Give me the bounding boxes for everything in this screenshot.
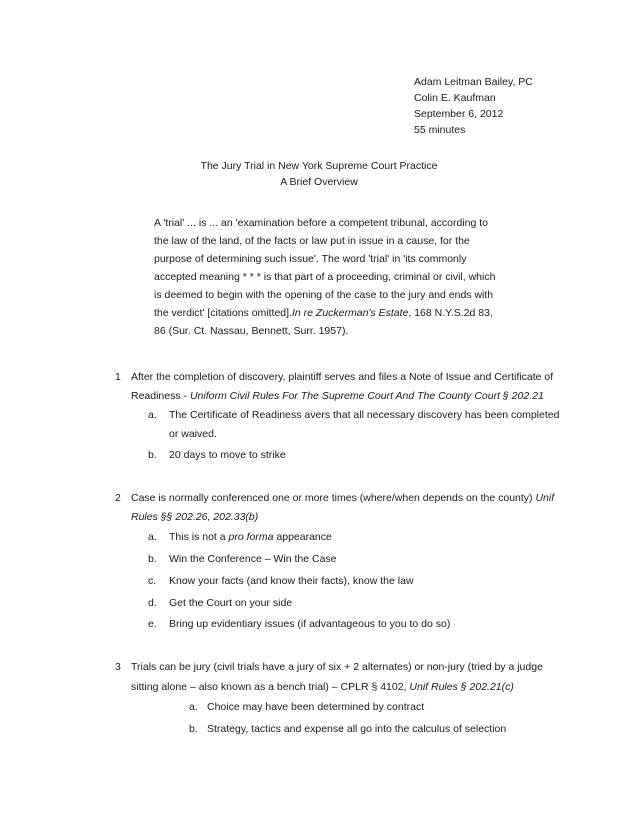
header-author: Adam Leitman Bailey, PC [414, 76, 533, 88]
section-text [131, 511, 258, 523]
list-marker: b. [189, 723, 198, 735]
rule-citation: Unif Rules § 202.21(c) [409, 681, 514, 693]
list-item: Win the Conference – Win the Case [169, 553, 337, 565]
header-date: September 6, 2012 [414, 108, 504, 120]
quote-line: purpose of determining such issue'. The word 'trial' in 'its commonly [154, 253, 467, 265]
list-marker: e. [148, 618, 157, 630]
document-subtitle: A Brief Overview [280, 176, 358, 188]
case-citation: In re Zuckerman's Estate [291, 307, 409, 319]
list-marker: b. [148, 449, 157, 461]
quote-text: the verdict' [citations omitted]. [154, 307, 292, 319]
list-item: 20 days to move to strike [169, 449, 286, 461]
list-item: Choice may have been determined by contract [207, 701, 425, 713]
quote-line: the law of the land, of the facts or law put in issue in a cause, for the [154, 235, 470, 247]
list-item: Strategy, tactics and expense all go into the calculus of selection [207, 723, 507, 735]
list-item-emphasis: pro forma [228, 531, 274, 543]
quote-line: is deemed to begin with the opening of the case to the jury and ends with [154, 289, 494, 301]
list-marker: a. [148, 531, 157, 543]
section-number: 2 [115, 492, 121, 504]
header-duration: 55 minutes [414, 124, 466, 136]
quote-line: accepted meaning * * * is that part of a proceeding, criminal or civil, which [154, 271, 496, 283]
list-item-part: This is not a [169, 531, 229, 543]
document-title: The Jury Trial in New York Supreme Court Practice [200, 160, 438, 172]
section-text [131, 681, 514, 693]
rule-citation: Unif [535, 492, 555, 504]
rule-citation: Uniform Civil Rules For The Supreme Court And The County Court § 202.21 [189, 390, 544, 402]
section-text-part: sitting alone – also known as a bench trial) – CPLR § 4102, [131, 681, 410, 693]
list-marker: d. [148, 597, 157, 609]
header-coauthor: Colin E. Kaufman [414, 92, 496, 104]
list-item-part: appearance [273, 531, 332, 543]
list-item: Bring up evidentiary issues (if advantageous to you to do so) [169, 618, 451, 630]
section-number: 1 [115, 371, 121, 383]
section-number: 3 [115, 661, 121, 673]
quote-line: 86 (Sur. Ct. Nassau, Bennett, Surr. 1957). [154, 325, 349, 337]
section-text-part: Readiness - [131, 390, 190, 402]
quote-line [154, 304, 493, 322]
list-item [169, 531, 332, 543]
quote-line: A 'trial' ... is ... an 'examination before a competent tribunal, according to [154, 217, 489, 229]
section-text-part: Case is normally conferenced one or more times (where/when depends on the county) [131, 492, 536, 504]
section-text: Trials can be jury (civil trials have a jury of six + 2 alternates) or non-jury (tried by a judge [131, 661, 543, 673]
section-text [131, 390, 544, 402]
section-text [131, 492, 554, 504]
list-item-continuation: or waived. [169, 428, 217, 440]
list-marker: a. [148, 409, 157, 421]
rule-citation: Rules §§ 202.26, 202.33(b) [131, 511, 259, 523]
list-item: Know your facts (and know their facts), know the law [169, 575, 414, 587]
list-item: The Certificate of Readiness avers that all necessary discovery has been completed [169, 409, 560, 421]
list-marker: a. [189, 701, 198, 713]
list-item: Get the Court on your side [169, 597, 293, 609]
list-marker: c. [148, 575, 157, 587]
section-text: After the completion of discovery, plaintiff serves and files a Note of Issue and Certificate of [131, 371, 554, 383]
quote-text: , 168 N.Y.S.2d 83, [408, 307, 493, 319]
list-marker: b. [148, 553, 157, 565]
